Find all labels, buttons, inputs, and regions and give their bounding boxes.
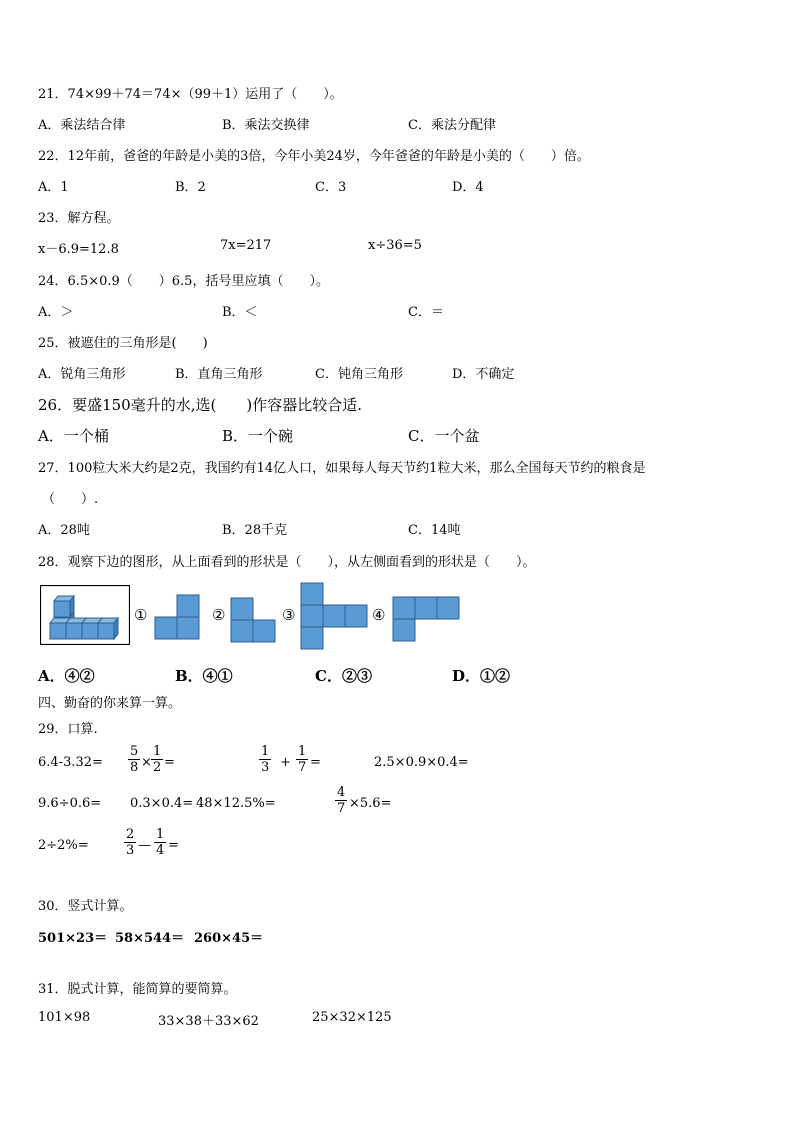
times-sign: × xyxy=(141,755,152,770)
q25-option-c: C．钝角三角形 xyxy=(315,367,403,382)
q22-option-b: B．2 xyxy=(175,180,206,195)
fraction-1-3: $\frac{1}{3}$ xyxy=(261,744,270,775)
q27-option-c: C．14吨 xyxy=(408,523,461,538)
q21-option-a: A．乘法结合律 xyxy=(38,118,126,133)
figure-label-3: ③ xyxy=(282,606,296,624)
q22-option-a: A．1 xyxy=(38,180,69,195)
q24-option-b: B．＜ xyxy=(222,305,258,320)
q26-stem: 26．要盛150毫升的水,选( )作容器比较合适. xyxy=(38,396,362,414)
q31-item-3: 25×32×125 xyxy=(312,1010,392,1025)
q25-option-d: D．不确定 xyxy=(452,367,515,382)
q22-option-d: D．4 xyxy=(452,180,484,195)
figure-label-2: ② xyxy=(212,606,226,624)
fraction-1-7: $\frac{1}{7}$ xyxy=(298,744,307,775)
q29-item-0.3x0.4: 0.3×0.4= xyxy=(130,796,194,811)
equals-sign: = xyxy=(310,755,321,770)
q29-stem: 29．口算. xyxy=(38,722,98,737)
q25-option-a: A．锐角三角形 xyxy=(38,367,126,382)
q28-option-d: D．①② xyxy=(452,667,511,685)
q21-option-b: B．乘法交换律 xyxy=(222,118,310,133)
q28-option-c: C．②③ xyxy=(315,667,372,685)
fraction-1-2: $\frac{1}{2}$ xyxy=(153,744,162,775)
fraction-2-3: $\frac{2}{3}$ xyxy=(126,827,135,858)
q25-stem: 25．被遮住的三角形是( ) xyxy=(38,336,208,351)
plus-sign: + xyxy=(280,755,291,770)
q23-equation-1: x－6.9=12.8 xyxy=(38,242,119,257)
q26-option-c: C．一个盆 xyxy=(408,427,480,445)
q31-item-2: 33×38＋33×62 xyxy=(158,1014,259,1029)
q23-equation-2: 7x=217 xyxy=(220,238,272,253)
q30-item-1: 501×23＝ xyxy=(38,931,108,946)
view-shape-4 xyxy=(392,596,462,642)
minus-sign: — xyxy=(138,838,151,853)
equals-sign: = xyxy=(168,838,179,853)
section-4-title: 四、勤奋的你来算一算。 xyxy=(38,696,182,711)
q25-option-b: B．直角三角形 xyxy=(175,367,263,382)
q21-stem: 21．74×99＋74＝74×（99＋1）运用了（ ）。 xyxy=(38,87,343,102)
q22-stem: 22．12年前，爸爸的年龄是小美的3倍，今年小美24岁，今年爸爸的年龄是小美的（ ）倍。 xyxy=(38,149,590,164)
q27-stem-line1: 27．100粒大米大约是2克，我国约有14亿人口，如果每人每天节约1粒大米，那么全国每天节约的粮食是 xyxy=(38,461,646,476)
q24-option-c: C．＝ xyxy=(408,305,444,320)
fraction-4-7: $\frac{4}{7}$ xyxy=(337,785,346,816)
q28-stem: 28．观察下边的图形，从上面看到的形状是（ ），从左侧面看到的形状是（ ）。 xyxy=(38,555,536,570)
fraction-5-8: $\frac{5}{8}$ xyxy=(130,744,139,775)
q28-option-b: B．④① xyxy=(175,667,233,685)
cube-arrangement-figure xyxy=(40,585,130,645)
q29-item-1: 6.4-3.32= xyxy=(38,755,103,770)
q27-option-a: A．28吨 xyxy=(38,523,90,538)
q27-option-b: B．28千克 xyxy=(222,523,288,538)
q30-stem: 30．竖式计算。 xyxy=(38,899,133,914)
q21-option-c: C．乘法分配律 xyxy=(408,118,496,133)
q29-item-9.6÷0.6: 9.6÷0.6= xyxy=(38,796,102,811)
q24-stem: 24．6.5×0.9（ ）6.5，括号里应填（ ）。 xyxy=(38,274,329,289)
q30-item-2: 58×544＝ xyxy=(115,931,185,946)
q23-equation-3: x÷36=5 xyxy=(368,238,422,253)
q29-item-48x12.5%: 48×12.5%= xyxy=(196,796,276,811)
view-shape-2 xyxy=(230,597,276,643)
q23-stem: 23．解方程。 xyxy=(38,211,120,226)
q30-item-3: 260×45＝ xyxy=(194,931,264,946)
q24-option-a: A．＞ xyxy=(38,305,74,320)
view-shape-3 xyxy=(300,582,370,650)
q26-option-b: B．一个碗 xyxy=(222,427,294,445)
view-shape-1 xyxy=(154,594,200,640)
q29-item-2÷2%: 2÷2%= xyxy=(38,838,89,853)
fraction-1-4: $\frac{1}{4}$ xyxy=(156,827,165,858)
q29-item-2.5x0.9x0.4: 2.5×0.9×0.4= xyxy=(374,755,469,770)
q27-stem-line2: （ ）. xyxy=(42,492,99,507)
q28-option-a: A．④② xyxy=(38,667,95,685)
q31-item-1: 101×98 xyxy=(38,1010,91,1025)
q26-option-a: A．一个桶 xyxy=(38,427,109,445)
equals-sign: = xyxy=(164,755,175,770)
q22-option-c: C．3 xyxy=(315,180,347,195)
figure-label-1: ① xyxy=(134,606,148,624)
figure-label-4: ④ xyxy=(372,606,386,624)
q31-stem: 31．脱式计算，能简算的要简算。 xyxy=(38,982,237,997)
q29-item-x5.6: ×5.6= xyxy=(349,796,392,811)
